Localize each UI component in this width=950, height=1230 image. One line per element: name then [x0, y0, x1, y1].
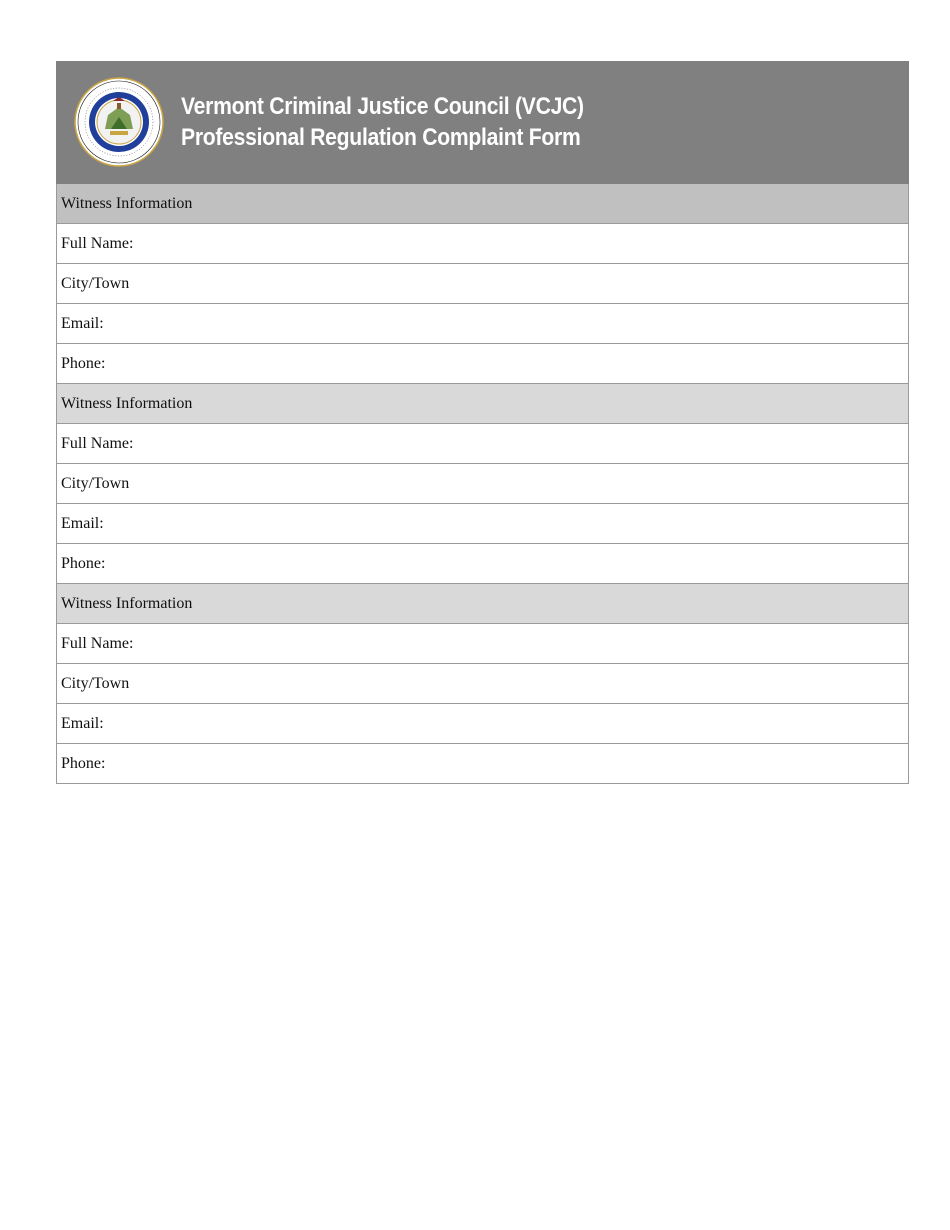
- witness-email-field[interactable]: [57, 304, 908, 344]
- witness-section-header: Witness Information: [57, 184, 908, 224]
- email-label: Email:: [61, 314, 104, 332]
- witness-table: [56, 184, 909, 784]
- witness-email-field[interactable]: [57, 704, 908, 744]
- form-header-banner: [56, 61, 909, 184]
- witness-full-name-field[interactable]: [57, 424, 908, 464]
- title-line-council: Vermont Criminal Justice Council (VCJC): [181, 93, 584, 120]
- full-name-label: Full Name:: [61, 634, 134, 652]
- witness-section-header: Witness Information: [57, 384, 908, 424]
- full-name-label: Full Name:: [61, 234, 134, 252]
- phone-label: Phone:: [61, 754, 106, 772]
- form-title: [181, 91, 584, 153]
- email-label: Email:: [61, 514, 104, 532]
- email-label: Email:: [61, 714, 104, 732]
- complaint-form: [56, 61, 909, 784]
- witness-full-name-field[interactable]: [57, 224, 908, 264]
- phone-label: Phone:: [61, 554, 106, 572]
- witness-phone-field[interactable]: [57, 344, 908, 384]
- phone-label: Phone:: [61, 354, 106, 372]
- city-label: City/Town: [61, 474, 130, 492]
- city-label: City/Town: [61, 274, 130, 292]
- title-line-form: Professional Regulation Complaint Form: [181, 124, 581, 151]
- witness-city-field[interactable]: [57, 264, 908, 304]
- vcjc-seal-icon: [74, 77, 164, 167]
- witness-section-header: Witness Information: [57, 584, 908, 624]
- witness-full-name-field[interactable]: [57, 624, 908, 664]
- city-label: City/Town: [61, 674, 130, 692]
- witness-city-field[interactable]: [57, 464, 908, 504]
- witness-phone-field[interactable]: [57, 544, 908, 584]
- full-name-label: Full Name:: [61, 434, 134, 452]
- witness-city-field[interactable]: [57, 664, 908, 704]
- witness-email-field[interactable]: [57, 504, 908, 544]
- witness-phone-field[interactable]: [57, 744, 908, 784]
